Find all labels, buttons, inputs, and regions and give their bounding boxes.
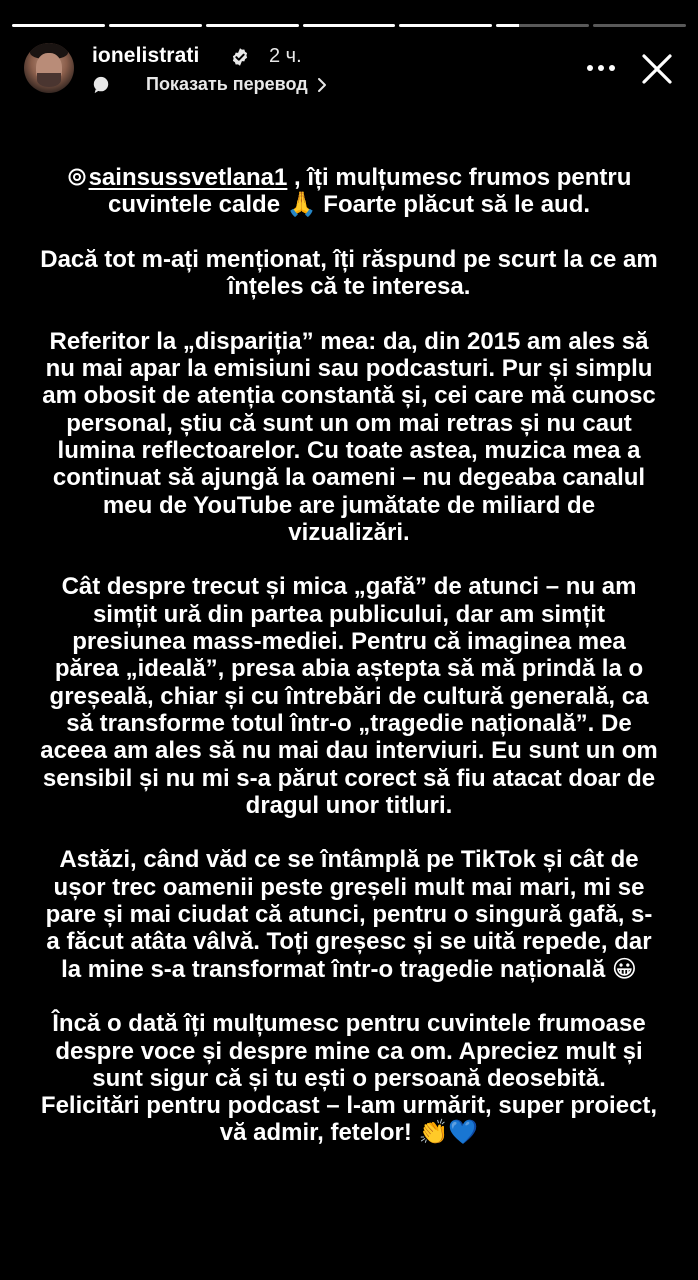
story-text: [40, 164, 658, 1174]
paragraph-6: [40, 1010, 658, 1146]
paragraph-5: [40, 846, 658, 982]
pray-emoji: 🙏: [286, 190, 317, 219]
progress-segment: [12, 24, 105, 27]
paragraph-4: Cât despre trecut și mica „gafă” de atunci – nu am simțit ură din partea publicului, dar am simțit presiunea mass-mediei. Pentru că imaginea mea părea „ideală”, presa abia aștepta să mă prindă la o greșeală, chiar și cu întrebări de cultură generală, ca să transforme totul într-o „tragedie națională”. De aceea am ales să nu mai dau interviuri. Eu sunt un om sensibil și nu mi s-a părut corect să fiu atacat doar de dragul unor titluri.: [40, 573, 658, 819]
mention-username: sainsussvetlana1: [88, 164, 288, 191]
clap-heart-emoji: 👏💙: [418, 1118, 479, 1147]
paragraph-1: [40, 164, 658, 219]
verified-badge-icon: [230, 47, 250, 67]
progress-segment-current: [496, 24, 589, 27]
show-translation-button[interactable]: [116, 74, 328, 95]
translate-bubble-icon: [92, 76, 110, 94]
progress-segment: [303, 24, 396, 27]
avatar[interactable]: [24, 43, 74, 93]
threads-icon: [67, 167, 87, 187]
grinning-emoji: 😀: [611, 954, 637, 983]
username[interactable]: ionelistrati: [92, 44, 200, 67]
story-progress-bar: [12, 24, 686, 27]
chevron-right-icon: [316, 77, 328, 93]
mention-link[interactable]: [67, 164, 288, 191]
close-icon[interactable]: [640, 52, 674, 86]
paragraph-6-text: Încă o dată îți mulțumesc pentru cuvintele frumoase despre voce și despre mine ca om. Apreciez mult și sunt sigur că și tu ești o persoană deosebită. Felicitări pentru podcast – l-am urmărit, super proiect, vă admir, fetelor!: [40, 1010, 658, 1147]
progress-segment: [593, 24, 686, 27]
paragraph-5-text: Astăzi, când văd ce se întâmplă pe TikTok și cât de ușor trec oamenii peste greșeli mult mai mari, mi se pare și mai ciudat că atunci, pentru o singură gafă, s-a făcut atâta vâlvă. Toți greșesc și se uită repede, dar la mine s-a transformat într-o tragedie națională: [45, 846, 653, 983]
paragraph-2: Dacă tot m-ați menționat, îți răspund pe scurt la ce am înțeles că te interesa.: [40, 245, 658, 301]
paragraph-1-tail: Foarte plăcut să le aud.: [323, 191, 591, 219]
paragraph-3: Referitor la „dispariția” mea: da, din 2015 am ales să nu mai apar la emisiuni sau podcasturi. Pur și simplu am obosit de atenția constantă și, cei care mă cunosc personal, știu că sunt un om mai retras și nu caut lumina reflectoarelor. Cu toate astea, muzica mea a continuat să ajungă la oameni – nu degeaba canalul meu de YouTube are jumătate de miliard de vizualizări.: [42, 327, 656, 546]
more-dots-icon[interactable]: [584, 58, 618, 78]
progress-segment: [399, 24, 492, 27]
paragraph-1-text: , îți mulțumesc frumos pentru cuvintele calde: [107, 164, 632, 219]
story-header: [24, 40, 686, 100]
translate-label: Показать перевод: [146, 74, 308, 94]
post-time: 2 ч.: [269, 45, 302, 67]
progress-segment: [206, 24, 299, 27]
avatar-beard: [37, 73, 61, 87]
progress-segment: [109, 24, 202, 27]
